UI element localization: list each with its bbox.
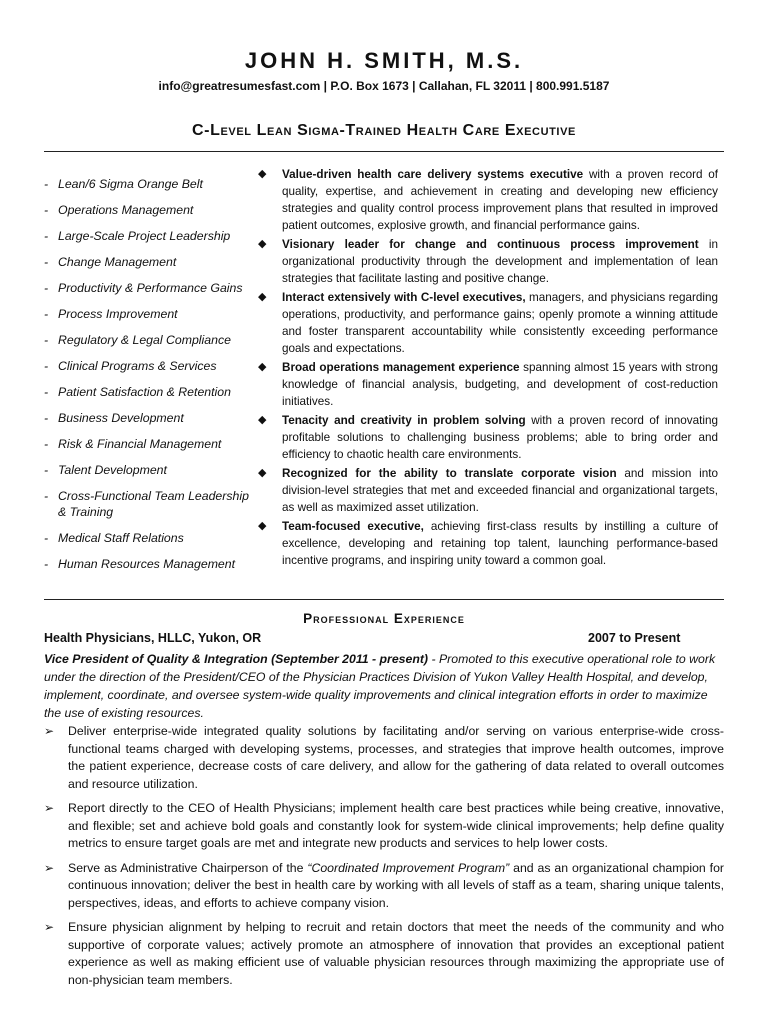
skill-item: - Operations Management [44, 203, 194, 217]
achievement-item: ➢ Serve as Administrative Chairperson of the “Coordinated Improvement Program” and as an organizational champion for continuous innovation; deliver the best in health care by working with all levels of staff as a team, sharing unique talents, perspectives, ideas, and efforts to achieve company vision. [44, 860, 724, 910]
skill-item: - Lean/6 Sigma Orange Belt [44, 177, 203, 191]
diamond-bullet-icon: ◆ [258, 414, 267, 426]
skill-label: Business Development [58, 411, 184, 425]
skill-label: Change Management [58, 255, 177, 269]
diamond-bullet-icon: ◆ [258, 291, 267, 303]
skill-label: Medical Staff Relations [58, 531, 184, 545]
role-description: Vice President of Quality & Integration (September 2011 - present) - Promoted to this executive operational role to work under the direction of the President/CEO of the Physician Practices Division of Yukon Valley Health Hospital, and develop, implement, coordinate, and oversee system-wide quality improvements and clinical integration efforts in order to maximize the use of existing resources. [44, 652, 716, 720]
employment-dates: 2007 to Present [588, 631, 681, 645]
skill-item: - Talent Development [44, 463, 167, 477]
skill-label: Talent Development [58, 463, 167, 477]
skill-label: Patient Satisfaction & Retention [58, 385, 231, 399]
skill-item: - Change Management [44, 255, 177, 269]
skill-item: - Regulatory & Legal Compliance [44, 333, 231, 347]
skill-label: Human Resources Management [58, 557, 236, 571]
skill-label: Cross-Functional Team Leadership & Training [58, 489, 249, 519]
diamond-bullet-icon: ◆ [258, 467, 267, 479]
divider [44, 599, 724, 600]
headline: C-Level Lean Sigma-Trained Health Care Executive [192, 122, 576, 139]
skill-label: Process Improvement [58, 307, 178, 321]
role-title: Vice President of Quality & Integration (September 2011 - present) [44, 652, 429, 666]
skill-label: Clinical Programs & Services [58, 359, 217, 373]
achievement-item: ➢ Report directly to the CEO of Health Physicians; implement health care best practices while being creative, innovative, and flexible; set and achieve bold goals and constantly look for system-wide clinical improvements; help define quality metrics to ensure target goals are met and integrate new products and services to help lower costs. [44, 801, 724, 850]
skill-item: - Productivity & Performance Gains [44, 281, 243, 295]
skill-label: Regulatory & Legal Compliance [58, 333, 231, 347]
arrow-bullet-icon: ➢ [44, 801, 55, 815]
section-title: Professional Experience [303, 611, 465, 626]
skill-item: - Human Resources Management [44, 557, 236, 571]
summary-item: ◆ Tenacity and creativity in problem solving with a proven record of innovating profitable solutions to challenging business problems; able to bring order and efficiency to chaotic health care environments. [258, 414, 718, 461]
skill-item: - Clinical Programs & Services [44, 359, 217, 373]
summary-item: ◆ Visionary leader for change and continuous process improvement in organizational productivity through the development and implementation of lean strategies that facilitate lasting and positive change. [258, 238, 718, 285]
summary-item: ◆ Value-driven health care delivery systems executive with a proven record of quality, expertise, and achievement in creating and developing new efficiency strategies and quality control process improvement plans that resulted in improved patient outcomes, explosive growth, and financial performance gains. [258, 168, 718, 232]
skills-list [44, 176, 254, 582]
skill-item: - Patient Satisfaction & Retention [44, 385, 231, 399]
skill-item: - Medical Staff Relations [44, 531, 184, 545]
skill-label: Large-Scale Project Leadership [58, 229, 231, 243]
divider [44, 151, 724, 152]
achievement-item: ➢ Ensure physician alignment by helping to recruit and retain doctors that meet the needs of the community and who supportive of corporate values; actively promote an atmosphere of innovation that provides an exceptional patient experience as well as making efficient use of valuable physician resources through maximizing the appropriate use of non-physician team members. [44, 920, 724, 987]
skill-item: - Process Improvement [44, 307, 178, 321]
skill-label: Risk & Financial Management [58, 437, 222, 451]
candidate-name: JOHN H. SMITH, M.S. [244, 48, 524, 73]
achievement-list [44, 723, 724, 996]
skill-item: - Risk & Financial Management [44, 437, 222, 451]
diamond-bullet-icon: ◆ [258, 361, 267, 373]
skill-item: - Business Development [44, 411, 184, 425]
skill-item: - Large-Scale Project Leadership [44, 229, 231, 243]
summary-item: ◆ Team-focused executive, achieving first-class results by instilling a culture of excellence, developing and retaining top talent, launching performance-based incentive programs, and inspiring unity toward a common goal. [258, 520, 718, 567]
skill-label: Lean/6 Sigma Orange Belt [58, 177, 203, 191]
skill-item: - Cross-Functional Team Leadership & Training [44, 488, 254, 520]
arrow-bullet-icon: ➢ [44, 920, 55, 934]
diamond-bullet-icon: ◆ [258, 520, 267, 532]
summary-item: ◆ Recognized for the ability to translate corporate vision and mission into division-level strategies that met and exceeded financial and organizational targets, as well as maximized asset utilization. [258, 467, 718, 514]
diamond-bullet-icon: ◆ [258, 168, 267, 180]
company-name: Health Physicians, HLLC, Yukon, OR [44, 631, 262, 645]
contact-line: info@greatresumesfast.com | P.O. Box 1673 | Callahan, FL 32011 | 800.991.5187 [158, 79, 610, 93]
summary-item: ◆ Broad operations management experience spanning almost 15 years with strong knowledge of financial analysis, budgeting, and development of cost-reduction initiatives. [258, 361, 718, 408]
summary-list [256, 166, 718, 571]
summary-item: ◆ Interact extensively with C-level executives, managers, and physicians regarding operations, productivity, and performance gains; openly promote a winning attitude and foster transparent accountability while consistently exceeding performance goals and expectations. [258, 291, 718, 355]
achievement-item: ➢ Deliver enterprise-wide integrated quality solutions by facilitating and/or serving on various enterprise-wide cross-functional teams charged with developing systems, processes, and strategies that improve health outcomes, improve the patient experience, decrease costs of care delivery, and allow for the gathering of data related to overall outcomes and resource utilization. [44, 724, 724, 791]
arrow-bullet-icon: ➢ [44, 724, 55, 738]
skill-label: Productivity & Performance Gains [58, 281, 243, 295]
diamond-bullet-icon: ◆ [258, 238, 267, 250]
arrow-bullet-icon: ➢ [44, 860, 55, 875]
skill-label: Operations Management [58, 203, 194, 217]
